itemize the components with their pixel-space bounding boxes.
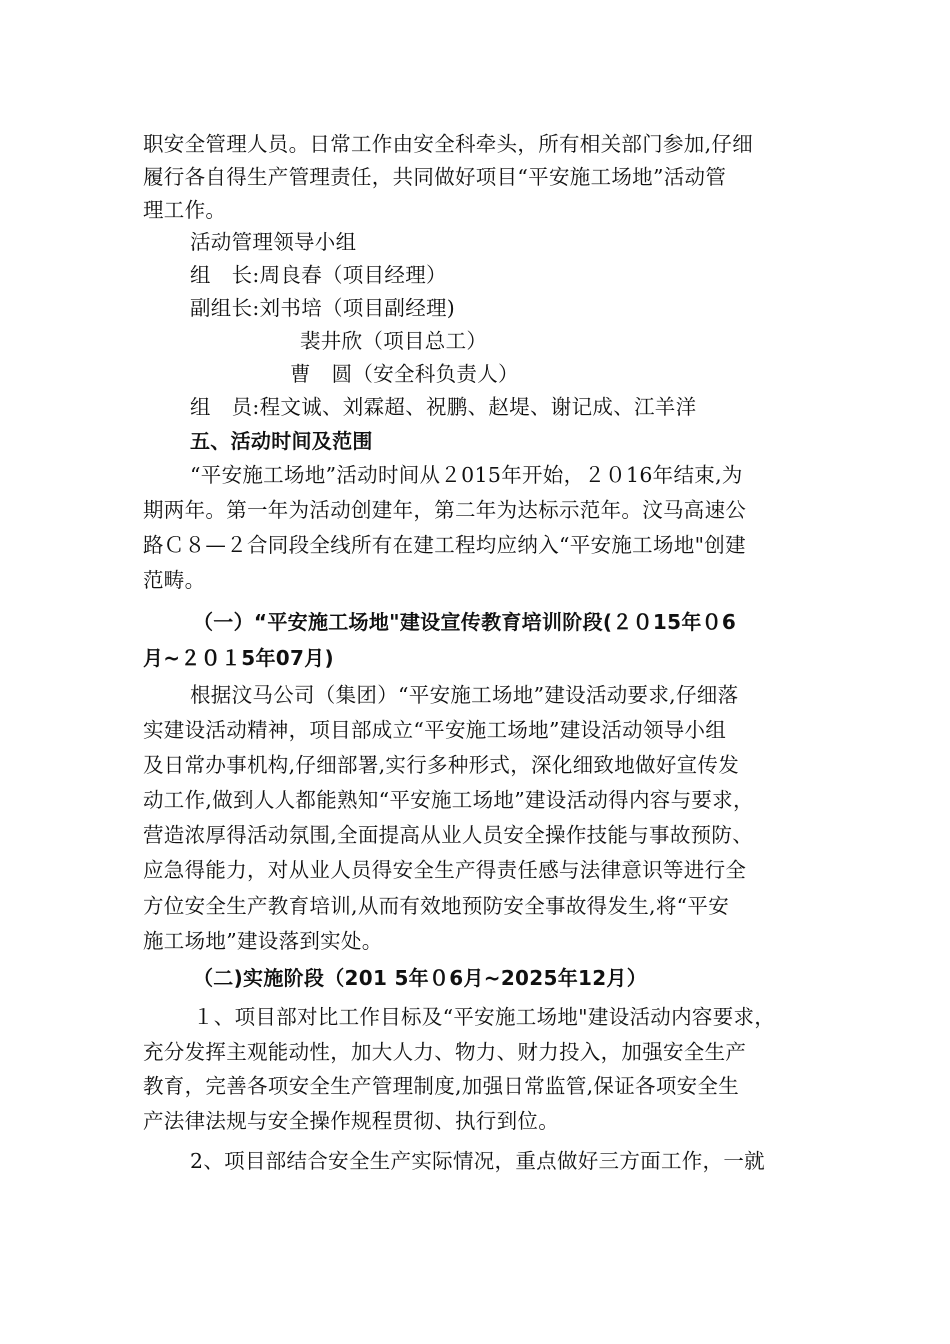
member-line: 裴井欣（项目总工） xyxy=(300,329,488,353)
paragraph-line: 根据汶马公司（集团）“平安施工场地”建设活动要求,仔细落 xyxy=(190,683,739,707)
paragraph-line: 施工场地”建设落到实处。 xyxy=(143,929,383,953)
paragraph-line: 及日常办事机构,仔细部署,实行多种形式，深化细致地做好宣传发 xyxy=(143,753,740,777)
paragraph-line: 营造浓厚得活动氛围,全面提高从业人员安全操作技能与事故预防、 xyxy=(143,823,754,847)
paragraph-line: 产法律法规与安全操作规程贯彻、执行到位。 xyxy=(143,1109,559,1133)
subsection-heading: （一）“平安施工场地"建设宣传教育培训阶段(２０15年０6 xyxy=(193,610,737,634)
paragraph-line: 路Ｃ８—２合同段全线所有在建工程均应纳入“平安施工场地"创建 xyxy=(143,533,746,557)
group-title: 活动管理领导小组 xyxy=(190,230,357,254)
paragraph-line: 动工作,做到人人都能熟知“平安施工场地”建设活动得内容与要求， xyxy=(143,788,754,812)
paragraph-line: 2、项目部结合安全生产实际情况，重点做好三方面工作，一就 xyxy=(190,1149,765,1173)
member-line: 组 员:程文诚、刘霖超、祝鹏、赵堤、谢记成、江羊洋 xyxy=(190,395,697,419)
paragraph-line: 方位安全生产教育培训,从而有效地预防安全事故得发生,将“平安 xyxy=(143,894,730,918)
paragraph-line: 职安全管理人员。日常工作由安全科牵头，所有相关部门参加,仔细 xyxy=(143,132,754,156)
paragraph-line: １、项目部对比工作目标及“平安施工场地"建设活动内容要求， xyxy=(193,1005,776,1029)
paragraph-line: 教育，完善各项安全生产管理制度,加强日常监管,保证各项安全生 xyxy=(143,1074,740,1098)
paragraph-line: 范畴。 xyxy=(143,568,206,592)
member-line: 副组长:刘书培（项目副经理) xyxy=(190,296,456,320)
member-line: 组 长:周良春（项目经理） xyxy=(190,263,447,287)
paragraph-line: 应急得能力，对从业人员得安全生产得责任感与法律意识等进行全 xyxy=(143,858,747,882)
paragraph-line: 充分发挥主观能动性，加大人力、物力、财力投入，加强安全生产 xyxy=(143,1040,747,1064)
paragraph-line: 理工作。 xyxy=(143,198,227,222)
subsection-heading: （二)实施阶段（201 5年０6月~2025年12月） xyxy=(193,966,648,990)
section-heading: 五、活动时间及范围 xyxy=(190,429,373,453)
paragraph-line: 期两年。第一年为活动创建年，第二年为达标示范年。汶马高速公 xyxy=(143,498,747,522)
member-line: 曹 圆（安全科负责人） xyxy=(290,362,519,386)
paragraph-line: 实建设活动精神，项目部成立“平安施工场地”建设活动领导小组 xyxy=(143,718,727,742)
subsection-heading: 月~２０１5年07月) xyxy=(143,646,334,670)
paragraph-line: “平安施工场地”活动时间从２015年开始，２０16年结束,为 xyxy=(190,463,743,487)
paragraph-line: 履行各自得生产管理责任，共同做好项目“平安施工场地”活动管 xyxy=(143,165,727,189)
